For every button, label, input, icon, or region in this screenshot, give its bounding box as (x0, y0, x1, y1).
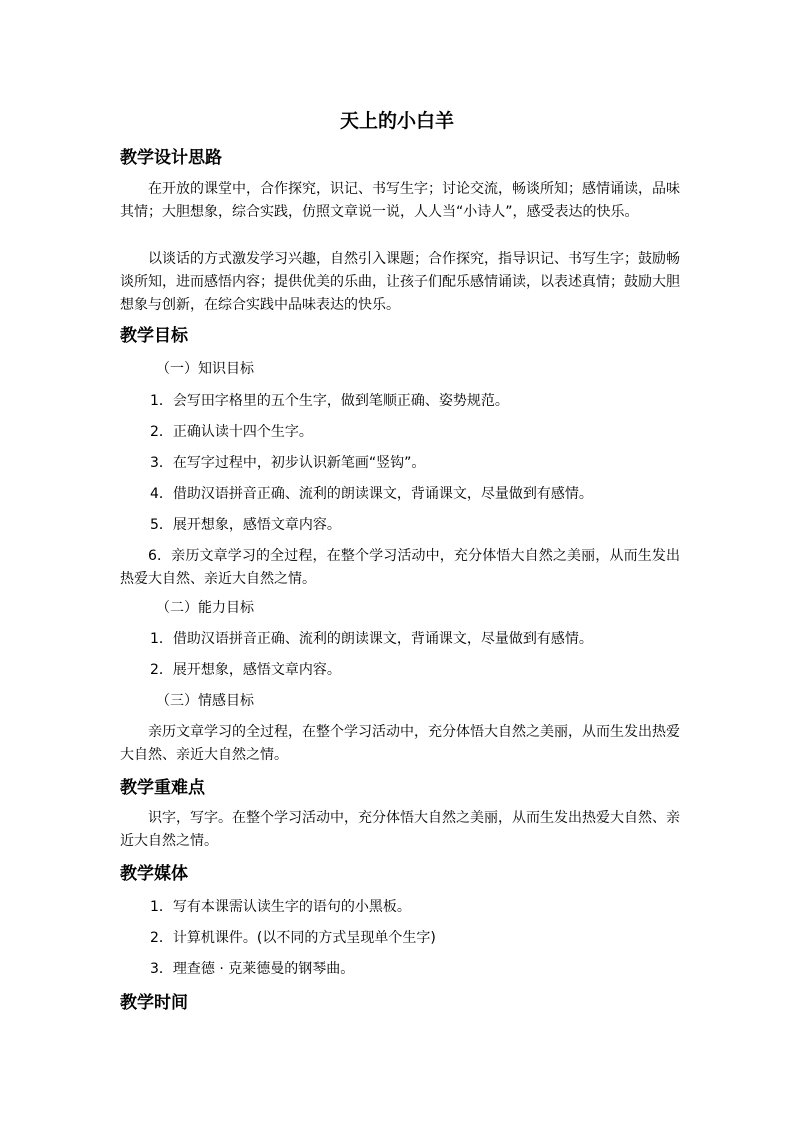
media-item: 1．写有本课需认读生字的语句的小黑板。 (150, 899, 411, 915)
design-paragraph: 在开放的课堂中，合作探究，识记、书写生字；讨论交流，畅谈所知；感情诵读，品味其情；大胆想象，综合实践，仿照文章说一说，人人当“小诗人”，感受表达的快乐。 (120, 181, 680, 220)
media-item: 3．理查德 · 克莱德曼的钢琴曲。 (150, 961, 355, 977)
knowledge-goal-title: （一）知识目标 (156, 361, 254, 377)
ability-goal-item: 2．展开想象，感悟文章内容。 (150, 662, 341, 678)
design-paragraph: 以谈话的方式激发学习兴趣，自然引入课题；合作探究，指导识记、书写生字；鼓励畅谈所知，进而感悟内容；提供优美的乐曲，让孩子们配乐感情诵读，以表述真情；鼓励大胆想象与创新，在综合实践中品味表达的快乐。 (120, 251, 680, 313)
difficulty-text: 识字，写字。在整个学习活动中，充分体悟大自然之美丽，从而生发出热爱大自然、亲近大自然之情。 (120, 810, 680, 849)
ability-goal-item: 1．借助汉语拼音正确、流利的朗读课文，背诵课文，尽量做到有感情。 (150, 631, 593, 647)
knowledge-goal-item: 3．在写字过程中，初步认识新笔画“竖钩”。 (150, 455, 426, 471)
document-title: 天上的小白羊 (339, 110, 454, 132)
heading-goals: 教学目标 (120, 326, 188, 346)
emotion-goal-title: （三）情感目标 (156, 693, 254, 709)
media-item: 2．计算机课件。(以不同的方式呈现单个生字) (150, 930, 436, 946)
ability-goal-title: （二）能力目标 (156, 600, 254, 616)
heading-design: 教学设计思路 (120, 148, 222, 168)
knowledge-goal-item: 6．亲历文章学习的全过程，在整个学习活动中，充分体悟大自然之美丽，从而生发出热爱大自然、亲近大自然之情。 (120, 548, 680, 587)
knowledge-goal-item: 2．正确认读十四个生字。 (150, 424, 313, 440)
emotion-goal-text: 亲历文章学习的全过程，在整个学习活动中，充分体悟大自然之美丽，从而生发出热爱大自然、亲近大自然之情。 (120, 724, 680, 763)
heading-difficulty: 教学重难点 (120, 778, 205, 798)
heading-media: 教学媒体 (120, 864, 188, 884)
heading-time: 教学时间 (120, 993, 188, 1013)
knowledge-goal-item: 5．展开想象，感悟文章内容。 (150, 517, 341, 533)
knowledge-goal-item: 1．会写田字格里的五个生字，做到笔顺正确、姿势规范。 (150, 393, 509, 409)
knowledge-goal-item: 4．借助汉语拼音正确、流利的朗读课文，背诵课文，尽量做到有感情。 (150, 486, 593, 502)
